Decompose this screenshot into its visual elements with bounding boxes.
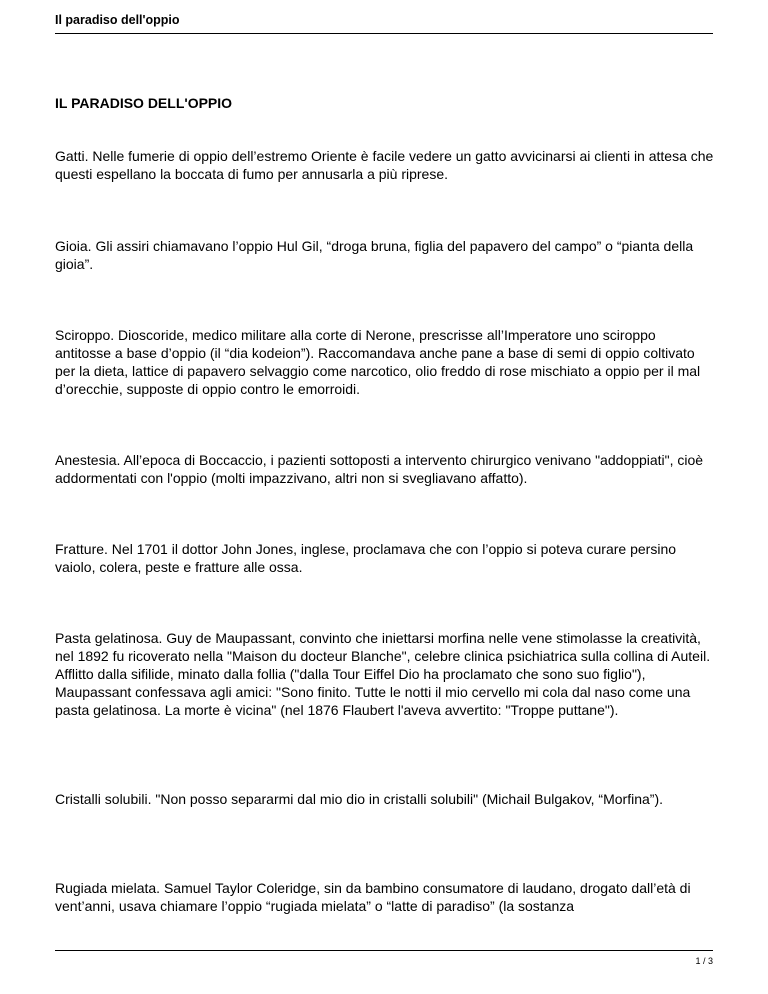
paragraph-pasta-gelatinosa: Pasta gelatinosa. Guy de Maupassant, convinto che iniettarsi morfina nelle vene stimolasse la creatività, nel 1892 fu ricoverato nella "Maison du docteur Blanche", celebre clinica psichiatrica sulla collina di Auteil. Afflitto dalla sifilide, minato dalla follia ("dalla Tour Eiffel Dio ha proclamato che sono suo figlio"), Maupassant confessava agli amici: "Sono finito. Tutte le notti il mio cervello mi cola dal naso come una pasta gelatinosa. La morte è vicina" (nel 1876 Flaubert l'aveva avvertito: "Troppe puttane"). [55,630,711,718]
paragraph-gioia: Gioia. Gli assiri chiamavano l’oppio Hul Gil, “droga bruna, figlia del papavero del campo” o “pianta della gioia”. [55,238,694,272]
paragraph-gatti: Gatti. Nelle fumerie di oppio dell’estremo Oriente è facile vedere un gatto avvicinarsi ai clienti in attesa che questi espellano la boccata di fumo per annusarla a più riprese. [55,148,714,182]
paragraph-anestesia: Anestesia. All’epoca di Boccaccio, i pazienti sottoposti a intervento chirurgico venivano "addoppiati", cioè addormentati con l'oppio (molti impazzivano, altri non si svegliavano affatto). [55,452,704,486]
paragraph-cristalli-solubili: Cristalli solubili. "Non posso separarmi dal mio dio in cristalli solubili" (Michail Bulgakov, “Morfina”). [55,791,663,807]
page-number: 1 / 3 [695,956,713,966]
footer-divider [55,950,713,951]
running-header: Il paradiso dell'oppio [55,12,713,34]
document-title: IL PARADISO DELL'OPPIO [55,95,233,111]
paragraph-fratture: Fratture. Nel 1701 il dottor John Jones, inglese, proclamava che con l’oppio si poteva curare persino vaiolo, colera, peste e fratture alle ossa. [55,541,677,575]
paragraph-rugiada-mielata: Rugiada mielata. Samuel Taylor Coleridge, sin da bambino consumatore di laudano, drogato dall’età di vent’anni, usava chiamare l’oppio “rugiada mielata” o “latte di paradiso” (la sostanza [55,880,691,914]
paragraph-sciroppo: Sciroppo. Dioscoride, medico militare alla corte di Nerone, prescrisse all’Imperatore uno sciroppo antitosse a base d’oppio (il “dia kodeion”). Raccomandava anche pane a base di semi di oppio coltivato per la dieta, lattice di papavero selvaggio come narcotico, olio freddo di rose mischiato a oppio per il mal d’orecchie, supposte di oppio contro le emorroidi. [55,327,701,397]
